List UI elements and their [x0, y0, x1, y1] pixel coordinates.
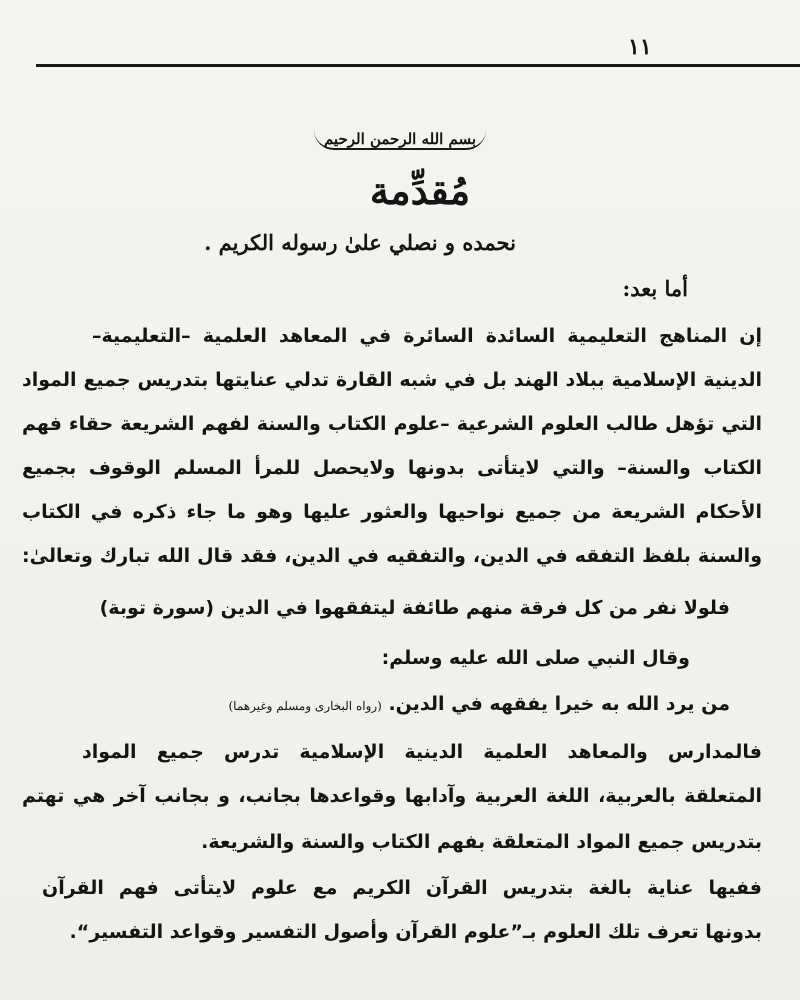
body-line-3: التي تؤهل طالب العلوم الشرعية –علوم الكتاب والسنة لفهم الشريعة حقاء فهم [22, 413, 762, 435]
hadith-source: (رواه البخارى ومسلم وغيرهما) [228, 699, 382, 713]
hadith-text [229, 690, 731, 718]
body-line-6: والسنة بلفظ التفقه في الدين، والتفقيه في الدين، فقد قال الله تبارك وتعالىٰ: [22, 545, 762, 567]
body-line-2: الدينية الإسلامية ببلاد الهند بل في شبه القارة تدلي عنايتها بتدريس جميع المواد [22, 369, 762, 391]
hadith-intro: وقال النبي صلى الله عليه وسلم: [381, 647, 690, 669]
body-line-13: ففيها عناية بالغة بتدريس القرآن الكريم مع علوم لايتأتى فهم القرآن [42, 877, 762, 899]
body-line-1: إن المناهج التعليمية السائدة السائرة في المعاهد العلمية –التعليمية– [92, 325, 762, 347]
body-line-12: بتدريس جميع المواد المتعلقة بفهم الكتاب والسنة والشريعة. [201, 831, 762, 853]
body-line-11: المتعلقة بالعربية، اللغة العربية وآدابها وقواعدها بجانب، و بجانب آخر هي تهتم [22, 785, 762, 807]
basmala-text: بسم الله الرحمن الرحيم [314, 128, 486, 150]
body-line-10: فالمدارس والمعاهد العلمية الدينية الإسلامية تدرس جميع المواد [82, 741, 762, 763]
body-line-14: بدونها تعرف تلك العلوم بـ”علوم القرآن وأصول التفسير وقواعد التفسير“. [69, 921, 762, 943]
page-number: ١١ [628, 34, 652, 60]
body-line-4: الكتاب والسنة– والتي لايتأتى بدونها ولايحصل للمرأ المسلم الوقوف بجميع [22, 457, 762, 479]
section-title: مُقدِّمة [369, 168, 471, 213]
body-line-5: الأحكام الشريعة من جميع نواحيها والعثور عليها وهو ما جاء ذكره في الكتاب [22, 501, 762, 523]
hadith-quote: من يرد الله به خيرا يفقهه في الدين. [388, 693, 730, 715]
opening-phrase: أما بعد: [622, 276, 688, 301]
section-subtitle: نحمده و نصلي علىٰ رسوله الكريم . [204, 230, 516, 255]
quran-verse: فلولا نفر من كل فرقة منهم طائفة ليتفقهوا في الدين (سورة توبة) [99, 597, 730, 619]
